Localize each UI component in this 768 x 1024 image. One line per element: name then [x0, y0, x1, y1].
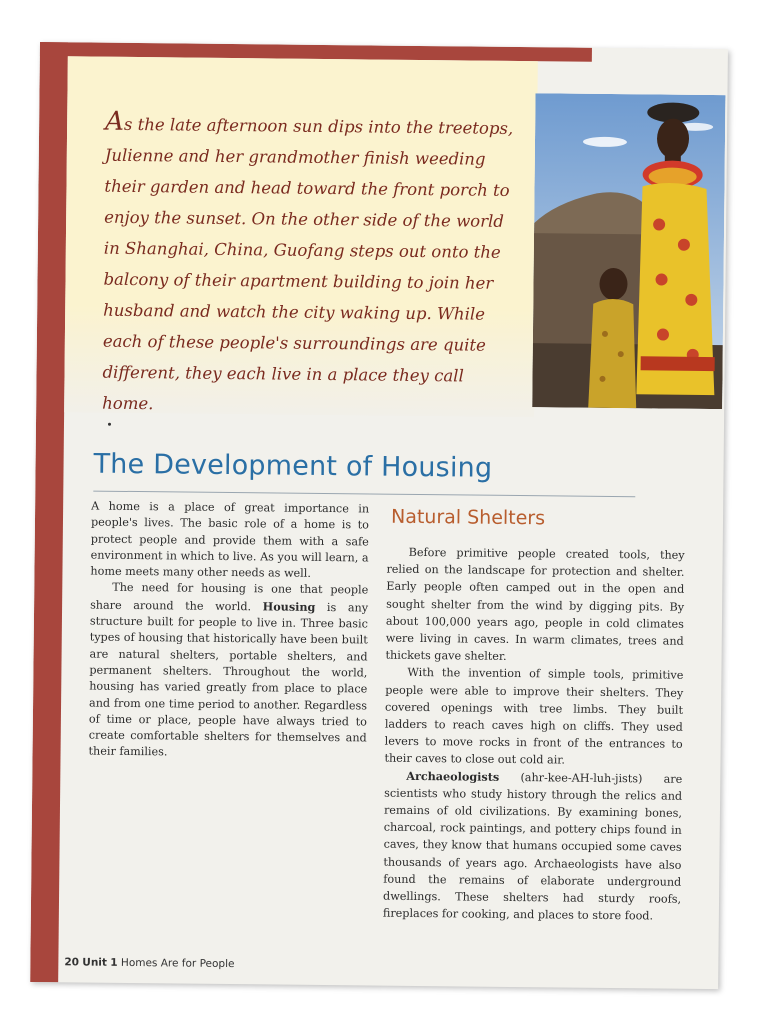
- photo-illustration: [532, 93, 725, 409]
- left-paragraph-2-end: is any structure built for people to live in. Three basic types of housing that historically have been built are natural shelters, portable shelters, and permanent shelters. Throughout the world, housing has varied greatly from place to place and from one time period to another. Regardless of time or place, people have always tried to create comfortable shelters for themselves and their families.: [88, 600, 369, 759]
- right-paragraph-2: With the invention of simple tools, primitive people were able to improve their shelters. They covered openings with tree limbs. They built ladders to reach caves high on cliffs. They used levers to move rocks in front of the entrances to their caves to close out cold air.: [384, 666, 684, 767]
- stray-dot: [108, 423, 111, 426]
- right-paragraph-3-rest: (ahr-kee-AH-luh-jists) are scientists who study history through the relics and remains of old civilizations. By examining bones, charcoal, rock paintings, and pottery chips found in caves, they know that humans occupied some caves thousands of years ago. Archaeologists have also found the remains of elaborate underground dwellings. These shelters had sturdy roofs, fireplaces for cooking, and places to store food.: [382, 770, 683, 923]
- right-paragraph-3: [383, 767, 683, 925]
- left-paragraph-2-start: The need for housing is one that people share around the world.: [90, 581, 369, 614]
- term-archaeologists: Archaeologists: [406, 768, 500, 784]
- left-column: [88, 499, 369, 764]
- intro-paragraph: [102, 107, 517, 423]
- left-accent-bar: [30, 42, 68, 982]
- left-paragraph-2: [88, 580, 368, 763]
- unit-label: Unit: [82, 956, 108, 969]
- left-paragraph-1: A home is a place of great importance in people's lives. The basic role of a home is to protect people and provide them with a safe environment in which to live. As you will learn, a home meets many other needs as well.: [90, 499, 370, 581]
- page-number: 20: [64, 956, 80, 969]
- photo-woman-and-child: [532, 93, 725, 409]
- title-rule: [93, 491, 635, 498]
- textbook-page: [30, 42, 728, 989]
- unit-number: 1: [110, 956, 118, 969]
- unit-title: Homes Are for People: [120, 956, 235, 971]
- right-column: [383, 544, 685, 926]
- section-title: The Development of Housing: [93, 448, 493, 484]
- term-housing: Housing: [262, 599, 316, 614]
- page-footer: [64, 956, 234, 970]
- right-paragraph-1: Before primitive people created tools, they relied on the landscape for protection and shelter. Early people often camped out in the open and sought shelter from the wind by digging pits. By about 100,000 years ago, people in cold climates were living in caves. In warm climates, trees and thickets gave shelter.: [385, 545, 685, 664]
- intro-text: s the late afternoon sun dips into the treetops, Julienne and her grandmother finish weeding their garden and head toward the front porch to enjoy the sunset. On the other side of the world in Shanghai, China, Guofang steps out onto the balcony of their apartment building to join her husband and watch the city waking up. While each of these people's surroundings are quite different, they each live in a place they call home.: [102, 114, 514, 414]
- subhead-natural-shelters: Natural Shelters: [390, 505, 546, 530]
- intro-dropcap: A: [105, 106, 125, 137]
